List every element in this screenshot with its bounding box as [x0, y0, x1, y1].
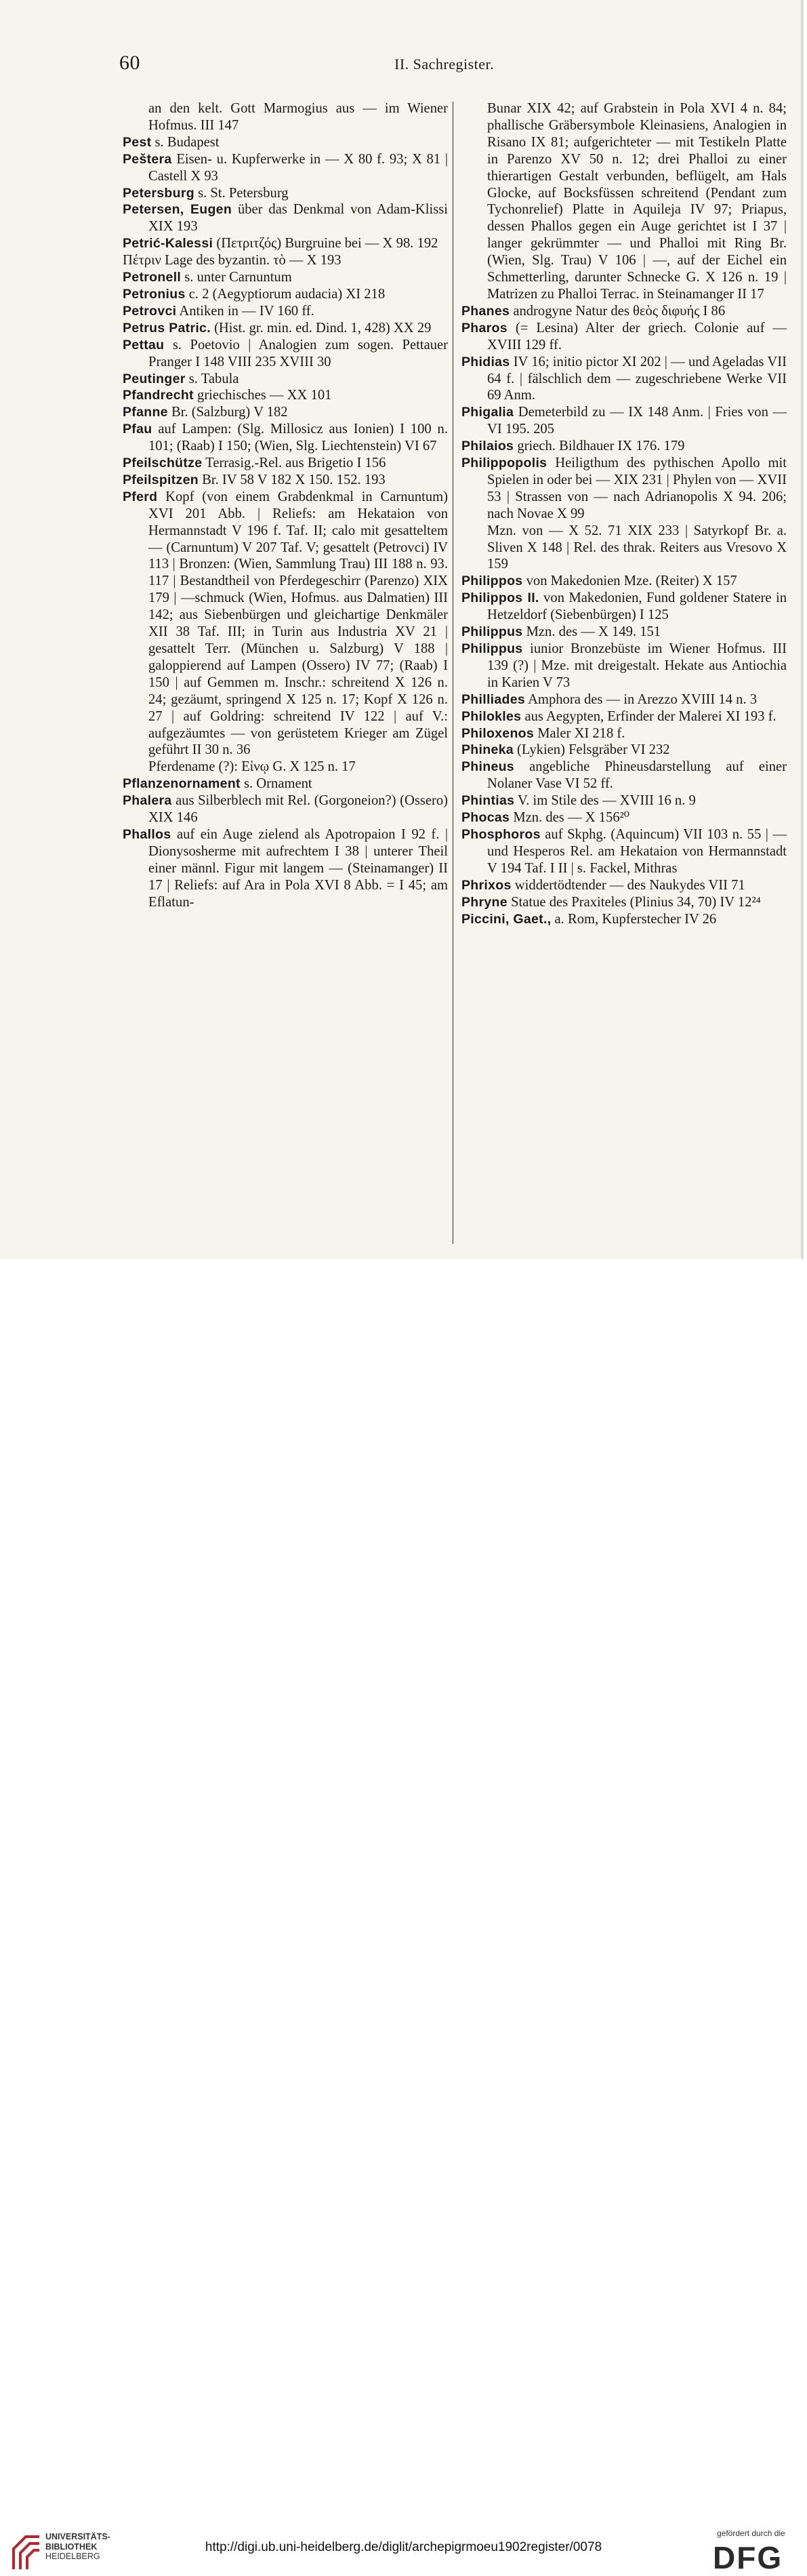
entry-headword: Philokles: [461, 708, 522, 724]
entry-headword: Peutinger: [123, 371, 186, 386]
entry-text: Mzn. des — X 149. 151: [526, 624, 661, 640]
index-entry: [461, 759, 787, 792]
index-entry: [461, 826, 787, 877]
entry-text: Statue des Praxiteles (Plinius 34, 70) IV 12²⁴: [511, 894, 761, 910]
entry-headword: Pferd: [123, 489, 158, 504]
entry-headword: Philippos II.: [461, 590, 539, 606]
entry-headword: Phineus: [461, 759, 514, 775]
left-index-column: [123, 100, 448, 911]
entry-headword: Phryne: [461, 894, 508, 910]
index-entry: [123, 421, 448, 455]
entry-headword: Philaios: [461, 439, 514, 454]
funding-label: gefördert durch die: [717, 2529, 785, 2538]
entry-headword: Pfanne: [123, 405, 168, 420]
entry-headword: Phallos: [123, 826, 171, 842]
entry-text: (Lykien) Felsgräber VI 232: [517, 742, 670, 758]
entry-headword: Philliades: [461, 691, 526, 707]
entry-headword: Philippus: [461, 641, 523, 656]
entry-text: s. Budapest: [154, 134, 220, 150]
entry-text: s. unter Carnuntum: [184, 270, 292, 285]
entry-headword: Phalera: [123, 793, 172, 809]
entry-text: Terrasig.-Rel. aus Brigetio I 156: [205, 456, 386, 471]
index-entry: [123, 185, 448, 202]
entry-text: (Πετριτζός) Burgruine bei — X 98. 192: [216, 236, 438, 251]
entry-headword: Philippopolis: [461, 456, 547, 471]
entry-headword: Pfeilschütze: [123, 456, 203, 471]
index-entry: [461, 523, 787, 573]
entry-text: Demeterbild zu — IX 148 Anm. | Fries von — VI 195. 205: [487, 405, 787, 437]
entry-text: aus Silberblech mit Rel. (Gorgoneion?) (Ossero) XIX 146: [148, 793, 448, 826]
index-entry: [123, 826, 448, 911]
footer-bar: [0, 1259, 807, 2575]
entry-text: (= Lesina) Alter der griech. Colonie auf — XVIII 129 ff.: [487, 320, 787, 353]
entry-text: griech. Bildhauer IX 176. 179: [517, 439, 685, 454]
entry-headword: Petersen, Eugen: [123, 202, 232, 218]
entry-headword: Petronius: [123, 286, 186, 302]
entry-text: auf Skphg. (Aquincum) VII 103 n. 55 | — und Hesperos Rel. am Hekataion von Hermannstadt V 194 Taf. I II | s. Fackel, Mithras: [487, 826, 787, 876]
entry-text: Heiligthum des pythischen Apollo mit Spielen in oder bei — XIX 231 | Phylen von — XVII 53 | Strassen von — nach Adrianopolis X 94. 206; nach Novae X 99: [487, 456, 787, 521]
entry-text: s. Ornament: [243, 776, 312, 792]
index-entry: [461, 320, 787, 354]
index-entry: [461, 100, 787, 303]
index-entry: [461, 354, 787, 405]
entry-headword: Phrixos: [461, 877, 512, 893]
entry-headword: Pfandrecht: [123, 388, 194, 403]
entry-headword: Phintias: [461, 793, 515, 809]
entry-headword: Pettau: [123, 337, 165, 353]
entry-headword: Petrić-Kalessi: [123, 236, 213, 251]
index-entry: [461, 404, 787, 438]
index-entry: [461, 894, 787, 911]
entry-headword: Petrovci: [123, 303, 177, 319]
entry-headword: Philippus: [461, 624, 523, 640]
entry-text: Pferdename (?): Εἰνῳ G. X 125 n. 17: [148, 759, 356, 775]
index-entry: [123, 337, 448, 371]
index-entry: [123, 455, 448, 472]
source-url-link[interactable]: http://digi.ub.uni-heidelberg.de/diglit/archepigrmoeu1902register/0078: [205, 2540, 602, 2554]
index-entry: [461, 691, 787, 708]
entry-text: Kopf (von einem Grabdenkmal in Carnuntum) XVI 201 Abb. | Reliefs: am Hekataion von Hermannstadt V 196 f. Taf. II; calo mit gesatteltem — (Carnuntum) V 207 Taf. V; gesattelt (Petrovci) IV 113 | Bronzen: (Wien, Sammlung Trau) III 188 n. 93. 117 | Bestandtheil von Pferdegeschirr (Parenzo) XIX 179 | —schmuck (Wien, Hofmus. aus Dalmatien) III 142; aus Siebenbürgen und gleichartige Denkmäler XII 38 Taf. III; in Turin aus Industria XV 21 | gesattelt Terr. (München u. Salzburg) V 188 | galoppierend auf Lampen (Ossero) IV 77; (Raab) I 150 | auf Gemmen m. Inschr.: schreitend X 126 n. 24; gezäumt, springend X 125 n. 17; Kopf X 126 n. 27 | auf Goldring: schreitend IV 122 | auf V.: aufgezäumtes — von gerüstetem Krieger am Zügel geführt II 30 n. 36: [148, 489, 449, 758]
entry-text: angebliche Phineusdarstellung auf einer Nolaner Vase VI 52 ff.: [487, 759, 787, 792]
entry-text: Eisen- u. Kupferwerke in — X 80 f. 93; X 81 | Castell X 93: [148, 151, 448, 184]
entry-text: c. 2 (Aegyptiorum audacia) XI 218: [188, 286, 386, 302]
entry-headword: Pest: [123, 134, 152, 150]
entry-text: s. Tabula: [188, 371, 239, 386]
index-entry: [123, 235, 448, 252]
index-entry: [461, 455, 787, 523]
entry-text: griechisches — XX 101: [197, 388, 332, 403]
book-page: [0, 0, 804, 1259]
index-entry: [461, 624, 787, 641]
index-entry: [461, 809, 787, 826]
entry-headword: Philippos: [461, 573, 523, 589]
entry-text: a. Rom, Kupferstecher IV 26: [554, 911, 717, 927]
index-entry: [461, 708, 787, 725]
entry-headword: Philoxenos: [461, 725, 535, 741]
index-entry: [461, 573, 787, 590]
index-entry: [123, 489, 448, 759]
index-entry: [461, 792, 787, 809]
entry-text: über das Denkmal von Adam-Klissi XIX 193: [148, 202, 448, 235]
entry-headword: Pfau: [123, 422, 152, 437]
index-entry: [123, 776, 448, 792]
entry-headword: Phosphoros: [461, 826, 541, 842]
entry-text: Antiken in — IV 160 ff.: [179, 303, 314, 319]
index-entry: [461, 641, 787, 691]
entry-headword: Phineka: [461, 742, 514, 758]
library-name-line: BIBLIOTHEK: [45, 2541, 98, 2552]
entry-headword: Piccini, Gaet.,: [461, 911, 552, 927]
page-number: 60: [119, 52, 140, 74]
entry-headword: Petronell: [123, 270, 182, 285]
index-entry: [461, 590, 787, 624]
entry-headword: Phocas: [461, 810, 510, 826]
library-name-line: UNIVERSITÄTS-: [45, 2532, 110, 2541]
index-entry: [123, 320, 448, 337]
index-entry: [461, 742, 787, 759]
entry-text: V. im Stile des — XVIII 16 n. 9: [518, 793, 696, 809]
entry-text: widdertödtender — des Naukydes VII 71: [514, 877, 745, 893]
entry-text: von Makedonien, Fund goldener Statere in Hetzeldorf (Siebenbürgen) I 125: [487, 590, 787, 623]
index-entry: [123, 252, 448, 269]
index-entry: [123, 759, 448, 776]
index-entry: [123, 387, 448, 404]
entry-headword: Phigalia: [461, 405, 514, 420]
index-entry: [123, 201, 448, 235]
entry-text: Mzn. des — X 156²⁰: [513, 810, 630, 826]
entry-text: an den kelt. Gott Marmogius aus — im Wiener Hofmus. III 147: [148, 101, 448, 133]
index-entry: [123, 404, 448, 421]
index-entry: [123, 151, 448, 185]
index-entry: [461, 877, 787, 894]
index-entry: [461, 438, 787, 455]
index-entry: [123, 134, 448, 151]
entry-headword: Phidias: [461, 354, 510, 369]
entry-text: von Makedonien Mze. (Reiter) X 157: [526, 573, 737, 589]
entry-text: Br. (Salzburg) V 182: [171, 405, 288, 420]
entry-headword: Πέτριν: [123, 253, 161, 268]
entry-text: s. Poetovio | Analogien zum sogen. Pettauer Pranger I 148 VIII 235 XVIII 30: [148, 337, 449, 369]
index-entry: [123, 472, 448, 489]
entry-headword: Petersburg: [123, 185, 194, 201]
entry-headword: Peštera: [123, 151, 172, 167]
entry-headword: Pharos: [461, 320, 508, 336]
index-entry: [461, 303, 787, 320]
entry-text: Bunar XIX 42; auf Grabstein in Pola XVI 4 n. 84; phallische Gräbersymbole Kleinasiens, Analogien in Risano IX 81; aufgerichteter — mit Testikeln Platte in Parenzo XV 50 n. 12; drei Phalloi zu einer thierartigen Gestalt verbunden, beflügelt, am Hals Glocke, auf Bocksfüssen schreitend (Pendant zum Tychonrelief) Platte in Aquileja IV 97; Priapus, dessen Phallos gegen ein Auge gerichtet ist I 37 | langer gekrümmter — und Phalloi mit Ring Br. (Wien, Slg. Trau) V 106 | —, auf der Eichel ein Schmetterling, darunter Schnecke G. X 126 n. 19 | Matrizen zu Phalloi Terrac. in Steinamanger II 17: [487, 101, 787, 302]
entry-text: (Hist. gr. min. ed. Dind. 1, 428) XX 29: [214, 320, 432, 336]
entry-headword: Pfeilspitzen: [123, 472, 199, 487]
entry-headword: Petrus Patric.: [123, 320, 211, 336]
entry-text: aus Aegypten, Erfinder der Malerei XI 193 f.: [524, 708, 777, 724]
library-name-line: HEIDELBERG: [45, 2552, 100, 2561]
entry-text: IV 16; initio pictor XI 202 | — und Ageladas VII 64 f. | fälschlich dem — zugeschriebene Werke VII 69 Anm.: [487, 354, 787, 403]
entry-headword: Phanes: [461, 303, 510, 319]
entry-text: Amphora des — in Arezzo XVIII 14 n. 3: [528, 691, 758, 707]
index-entry: [461, 911, 787, 928]
index-entry: [123, 371, 448, 388]
right-index-column: [461, 100, 787, 927]
index-entry: [123, 792, 448, 826]
index-entry: [123, 286, 448, 303]
index-entry: [461, 725, 787, 742]
index-entry: [123, 100, 448, 134]
entry-text: Lage des byzantin. τὸ — X 193: [165, 253, 342, 268]
index-entry: [123, 269, 448, 286]
entry-text: Br. IV 58 V 182 X 150. 152. 193: [202, 472, 386, 487]
running-head: II. Sachregister.: [394, 56, 495, 73]
entry-text: auf ein Auge zielend als Apotropaion I 92 f. | Dionysosherme mit aufrechtem I 38 | unterer Theil einer männl. Figur mit langem — (Steinamanger) II 17 | Reliefs: auf Ara in Pola XVI 8 Abb. = I 45; am Eflatun-: [148, 826, 448, 910]
entry-text: auf Lampen: (Slg. Millosicz aus Ionien) I 100 n. 101; (Raab) I 150; (Wien, Slg. Liechtenstein) VI 67: [148, 422, 448, 454]
entry-text: androgyne Natur des θεὸς διφυής I 86: [513, 303, 726, 319]
entry-text: s. St. Petersburg: [198, 185, 289, 201]
entry-text: Maler XI 218 f.: [537, 725, 625, 741]
entry-text: Mzn. von — X 52. 71 XIX 233 | Satyrkopf Br. a. Sliven X 148 | Rel. des thrak. Reiters aus Vresovo X 159: [487, 523, 787, 572]
entry-headword: Pflanzenornament: [123, 776, 241, 792]
entry-text: iunior Bronzebüste im Wiener Hofmus. III 139 (?) | Mze. mit dreigestalt. Hekate aus Antiochia in Karien V 73: [487, 641, 787, 690]
index-entry: [123, 303, 448, 320]
dfg-logo: DFG: [713, 2540, 783, 2575]
